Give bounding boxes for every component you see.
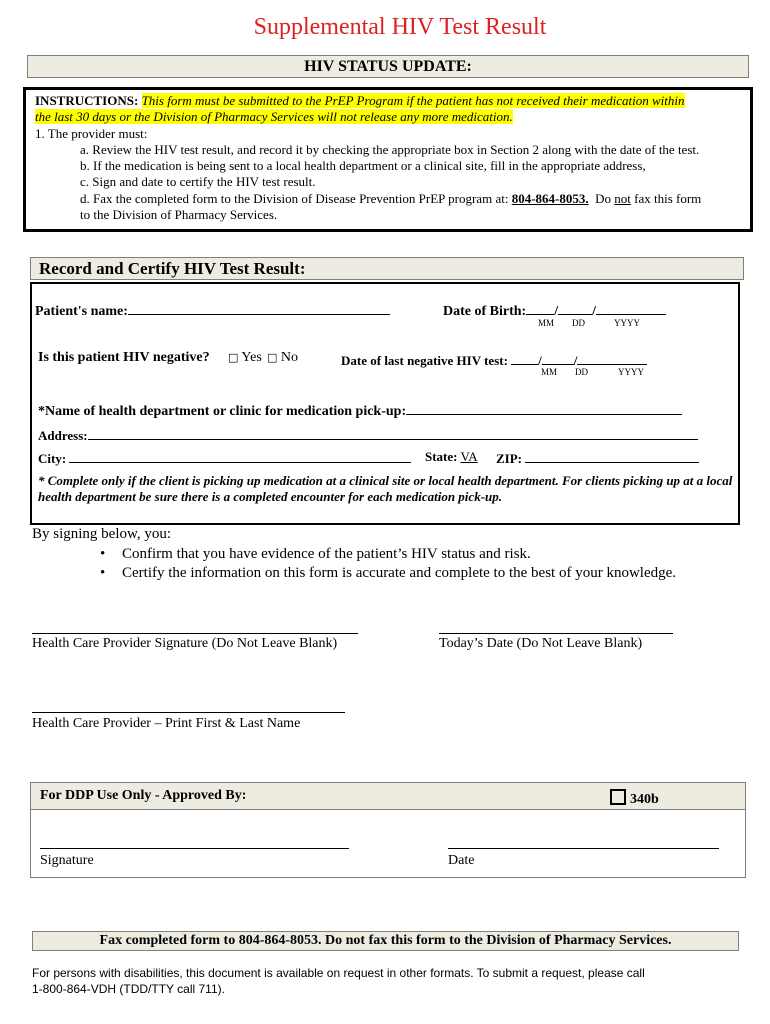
dob-mm-hint: MM <box>538 318 555 328</box>
ddp-heading-label: For DDP Use Only - Approved By: <box>40 788 247 803</box>
state-label: State: <box>425 449 458 464</box>
patient-name-field[interactable] <box>35 300 390 320</box>
instructions-d-prefix: d. Fax the completed form to the Division of Disease Prevention PrEP program at: <box>80 190 509 206</box>
state-value: VA <box>460 449 478 464</box>
city-field[interactable] <box>38 449 411 467</box>
zip-label: ZIP: <box>496 451 522 466</box>
certify-intro: By signing below, you: <box>32 526 172 542</box>
hiv-negative-question: Is this patient HIV negative? <box>38 350 210 365</box>
todays-date-line[interactable] <box>439 633 673 634</box>
instructions-d-line2: to the Division of Pharmacy Services. <box>80 207 278 223</box>
ddp-signature-line[interactable] <box>40 848 349 849</box>
address-line[interactable] <box>88 426 698 440</box>
ddp-date-line[interactable] <box>448 848 719 849</box>
hiv-negative-no-option[interactable] <box>267 350 298 366</box>
ddp-signature-label: Signature <box>40 853 94 868</box>
footer-line-1: For persons with disabilities, this document is available on request in other formats. To submit a request, please call <box>32 966 645 980</box>
clinic-name-field[interactable] <box>38 400 682 420</box>
dob-label: Date of Birth: <box>443 304 527 319</box>
certify-list <box>100 545 740 583</box>
certify-bullet-2: • Certify the information on this form is accurate and complete to the best of your knowledge. <box>100 564 740 583</box>
city-line[interactable] <box>69 449 411 463</box>
340b-label: 340b <box>630 792 659 807</box>
clinic-name-label: *Name of health department or clinic for medication pick-up: <box>38 404 407 419</box>
instructions-label: INSTRUCTIONS: <box>35 93 139 108</box>
instructions-d-suffix: fax this form <box>634 190 702 206</box>
address-label: Address: <box>38 428 88 443</box>
instructions-highlight-2: the last 30 days or the Division of Pharmacy Services will not release any more medication. <box>35 109 513 125</box>
dob-day-line[interactable] <box>558 300 592 315</box>
provider-signature-line[interactable] <box>32 633 358 634</box>
print-name-line[interactable] <box>32 712 345 713</box>
last-test-mm-hint: MM <box>541 367 558 377</box>
instructions-c: c. Sign and date to certify the HIV test result. <box>80 174 316 190</box>
fax-notice: Fax completed form to 804-864-8053. Do not fax this form to the Division of Pharmacy Services. <box>32 931 739 951</box>
instructions-a: a. Review the HIV test result, and record it by checking the appropriate box in Section 2 along with the date of the test. <box>80 141 700 157</box>
ddp-date-label: Date <box>448 853 475 868</box>
print-name-label: Health Care Provider – Print First & Last Name <box>32 716 301 731</box>
instructions-d <box>35 191 750 207</box>
hiv-negative-yes-option[interactable] <box>228 350 262 366</box>
zip-line[interactable] <box>525 449 699 463</box>
last-test-yyyy-hint: YYYY <box>618 367 644 377</box>
instructions-highlight-1: This form must be submitted to the PrEP Program if the patient has not received their medication within <box>141 93 685 108</box>
dob-month-line[interactable] <box>526 300 554 315</box>
todays-date-label: Today’s Date (Do Not Leave Blank) <box>439 636 643 651</box>
last-test-month-line[interactable] <box>511 351 538 365</box>
340b-option[interactable] <box>610 789 659 808</box>
state-field <box>425 449 478 465</box>
instructions-text <box>35 93 750 223</box>
city-label: City: <box>38 451 67 466</box>
dob-field[interactable]: Date of Birth: / / <box>443 300 666 320</box>
last-test-day-line[interactable] <box>542 351 574 365</box>
340b-checkbox-icon[interactable] <box>610 789 626 805</box>
certify-bullet-1: • Confirm that you have evidence of the patient’s HIV status and risk. <box>100 545 740 564</box>
dob-dd-hint: DD <box>572 318 585 328</box>
clinic-name-line[interactable] <box>406 400 682 415</box>
last-test-field[interactable]: Date of last negative HIV test: / / <box>341 351 647 369</box>
last-test-dd-hint: DD <box>575 367 588 377</box>
pickup-note: * Complete only if the client is picking up medication at a clinical site or local health department. For clients picking up at a local health department be sure there is a completed encounter for each medication pick-up. <box>38 473 733 504</box>
dob-year-line[interactable] <box>596 300 666 315</box>
patient-name-line[interactable] <box>128 300 390 315</box>
page-title: Supplemental HIV Test Result <box>253 14 547 40</box>
provider-signature-label: Health Care Provider Signature (Do Not Leave Blank) <box>32 636 338 651</box>
instructions-b: b. If the medication is being sent to a local health department or a clinical site, fill in the appropriate address, <box>80 158 646 174</box>
record-section-heading: Record and Certify HIV Test Result: <box>30 257 744 280</box>
dob-yyyy-hint: YYYY <box>614 318 640 328</box>
patient-name-label: Patient's name: <box>35 304 128 319</box>
yes-checkbox-icon[interactable]: □ <box>228 351 239 364</box>
accessibility-footer <box>32 965 752 997</box>
status-update-bar: HIV STATUS UPDATE: <box>27 55 749 78</box>
last-test-label: Date of last negative HIV test: <box>341 353 508 368</box>
instructions-d-not: not <box>614 190 631 206</box>
zip-field[interactable] <box>496 449 699 467</box>
footer-line-2: 1-800-864-VDH (TDD/TTY call 711). <box>32 982 225 996</box>
instructions-d-mid: Do <box>595 190 611 206</box>
yes-label: Yes <box>241 350 262 365</box>
instructions-step1: 1. The provider must: <box>35 125 148 141</box>
last-test-year-line[interactable] <box>577 351 647 365</box>
address-field[interactable] <box>38 426 698 444</box>
instructions-fax-number: 804-864-8053. <box>511 190 589 206</box>
no-checkbox-icon[interactable]: □ <box>267 351 278 364</box>
no-label: No <box>280 350 299 365</box>
